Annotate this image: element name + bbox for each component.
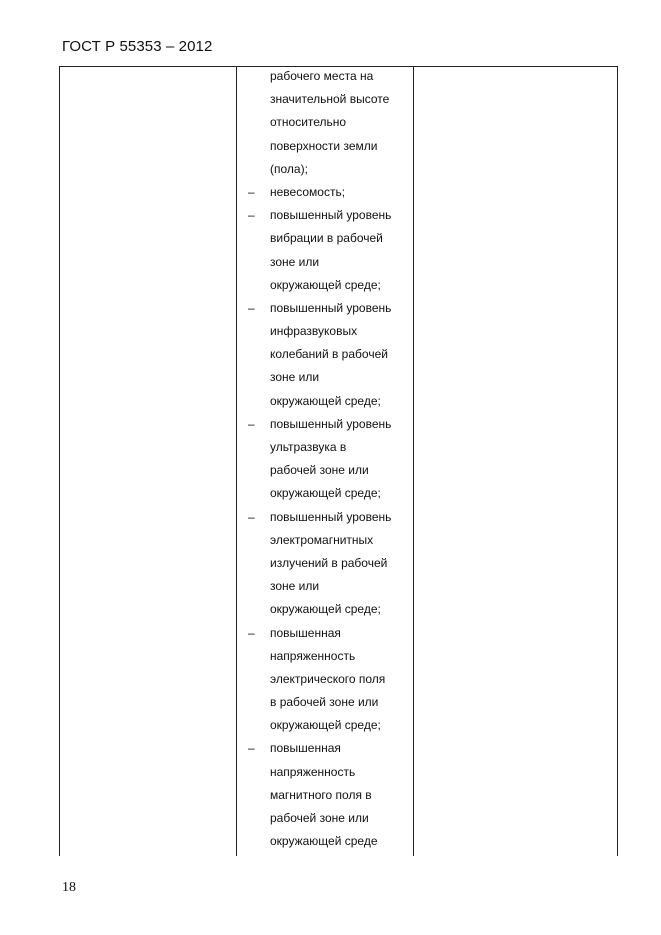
list-item-text: магнитного поля в: [270, 787, 372, 802]
table-text-line: [237, 761, 413, 784]
list-item-text: (пола);: [270, 161, 308, 176]
table-text-line: [237, 390, 413, 413]
list-item-text: электромагнитных: [270, 532, 374, 547]
list-item-text: рабочей зоне или: [270, 811, 369, 825]
list-item-text: зоне или: [270, 370, 320, 385]
hazard-table: [59, 66, 618, 856]
table-text-line: [237, 88, 413, 111]
table-cell-hazard-list: [237, 65, 413, 853]
table-text-line: [237, 366, 413, 389]
table-text-line: [237, 668, 413, 691]
list-item-text: значительной высоте: [270, 92, 390, 107]
list-dash: –: [248, 416, 255, 431]
list-dash: –: [248, 625, 255, 640]
table-text-line: [237, 158, 413, 181]
list-item-text: невесомость;: [270, 184, 346, 199]
table-text-line: [237, 413, 413, 436]
list-dash: –: [248, 208, 255, 223]
table-text-line: [237, 343, 413, 366]
table-border-right: [617, 67, 618, 856]
list-item-text: повышенный уровень: [270, 208, 392, 223]
list-item-text: рабочего места на: [270, 69, 374, 83]
list-item-text: окружающей среде;: [270, 718, 381, 733]
document-header-title: ГОСТ Р 55353 – 2012: [62, 38, 213, 55]
list-item-text: окружающей среде;: [270, 393, 381, 408]
list-item-text: повышенный уровень: [270, 509, 392, 524]
list-item-text: инфразвуковых: [270, 324, 358, 339]
table-text-line: [237, 575, 413, 598]
table-text-line: [237, 436, 413, 459]
table-border-left: [59, 67, 60, 856]
table-text-line: [237, 807, 413, 830]
table-text-line: [237, 598, 413, 621]
list-item-text: повышенная: [270, 741, 341, 756]
list-item-text: повышенный уровень: [270, 416, 392, 431]
table-text-line: [237, 135, 413, 158]
list-item-text: повышенная: [270, 625, 341, 640]
list-item-text: рабочей зоне или: [270, 463, 369, 478]
table-text-line: [237, 251, 413, 274]
list-item-text: повышенный уровень: [270, 300, 392, 315]
list-item-text: излучений в рабочей: [270, 555, 388, 570]
list-item-text: колебаний в рабочей: [270, 347, 388, 362]
page-number: 18: [62, 880, 76, 895]
list-dash: –: [248, 741, 255, 756]
list-item-text: окружающей среде: [270, 834, 378, 849]
table-text-line: [237, 482, 413, 505]
table-text-line: [237, 691, 413, 714]
table-text-line: [237, 297, 413, 320]
list-item-text: электрического поля: [270, 671, 386, 686]
list-item-text: окружающей среде;: [270, 486, 381, 501]
list-item-text: окружающей среде;: [270, 602, 381, 617]
table-text-line: [237, 204, 413, 227]
table-text-line: [237, 737, 413, 760]
list-dash: –: [248, 184, 255, 199]
table-text-line: [237, 529, 413, 552]
table-text-line: [237, 830, 413, 853]
list-item-text: напряженность: [270, 648, 356, 663]
list-item-text: вибрации в рабочей: [270, 231, 383, 246]
table-text-line: [237, 111, 413, 134]
list-item-text: относительно: [270, 115, 347, 130]
table-text-line: [237, 622, 413, 645]
table-text-line: [237, 65, 413, 88]
table-text-line: [237, 459, 413, 482]
list-item-text: окружающей среде;: [270, 277, 381, 292]
list-dash: –: [248, 300, 255, 315]
table-text-line: [237, 714, 413, 737]
list-item-text: поверхности земли: [270, 138, 378, 153]
table-text-line: [237, 181, 413, 204]
list-item-text: напряженность: [270, 764, 356, 779]
table-column-divider-2: [413, 67, 414, 856]
table-text-line: [237, 227, 413, 250]
list-item-text: зоне или: [270, 254, 320, 269]
list-item-text: зоне или: [270, 579, 320, 594]
table-text-line: [237, 320, 413, 343]
table-text-line: [237, 645, 413, 668]
list-item-text: ультразвука в: [270, 440, 347, 454]
list-item-text: в рабочей зоне или: [270, 695, 379, 710]
table-text-line: [237, 784, 413, 807]
list-dash: –: [248, 509, 255, 524]
table-text-line: [237, 506, 413, 529]
table-text-line: [237, 552, 413, 575]
table-text-line: [237, 274, 413, 297]
